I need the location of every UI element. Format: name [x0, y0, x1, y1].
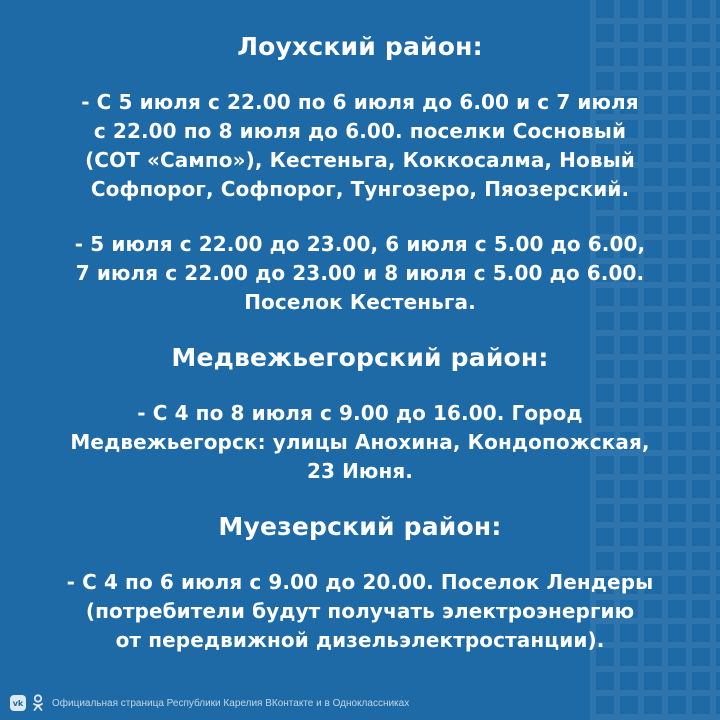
content — [20, 30, 700, 655]
vk-icon[interactable]: vk — [10, 695, 26, 711]
paragraph-line: - 5 июля с 22.00 до 23.00, 6 июля с 5.00 до 6.00, — [74, 232, 646, 256]
paragraph-line: с 22.00 по 8 июля до 6.00. поселки Сосновый — [93, 119, 627, 143]
paragraph-line: 7 июля с 22.00 до 23.00 и 8 июля с 5.00 до 6.00. — [75, 261, 645, 285]
paragraph-line: Медвежьегорск: улицы Анохина, Кондопожская, — [70, 430, 650, 454]
heading-louhi: Лоухский район: — [237, 32, 483, 61]
odnoklassniki-icon[interactable] — [32, 694, 44, 712]
paragraph-line: (потребители будут получать электроэнергию — [85, 599, 635, 623]
paragraph-line: - С 4 по 8 июля с 9.00 до 16.00. Город — [137, 401, 583, 425]
paragraph-line: - С 5 июля с 22.00 по 6 июля до 6.00 и с 7 июля — [81, 90, 639, 114]
paragraph-line: от передвижной дизельэлектростанции). — [115, 628, 605, 652]
paragraph-line: Поселок Кестеньга. — [244, 290, 476, 314]
paragraph-line: Софпорог, Софпорог, Тунгозеро, Пяозерский. — [90, 177, 630, 201]
heading-medvezhyegorsk: Медвежьегорский район: — [171, 343, 549, 372]
paragraph-line: 23 Июня. — [306, 459, 414, 483]
paragraph-line: (СОТ «Сампо»), Кестеньга, Коккосалма, Новый — [85, 148, 635, 172]
footer-text: Официальная страница Республики Карелия ВКонтакте и в Одноклассниках — [52, 697, 410, 709]
paragraph-line: - С 4 по 6 июля с 9.00 до 20.00. Поселок Лендеры — [66, 570, 654, 594]
heading-muezersky: Муезерский район: — [218, 512, 502, 541]
footer — [10, 694, 409, 712]
